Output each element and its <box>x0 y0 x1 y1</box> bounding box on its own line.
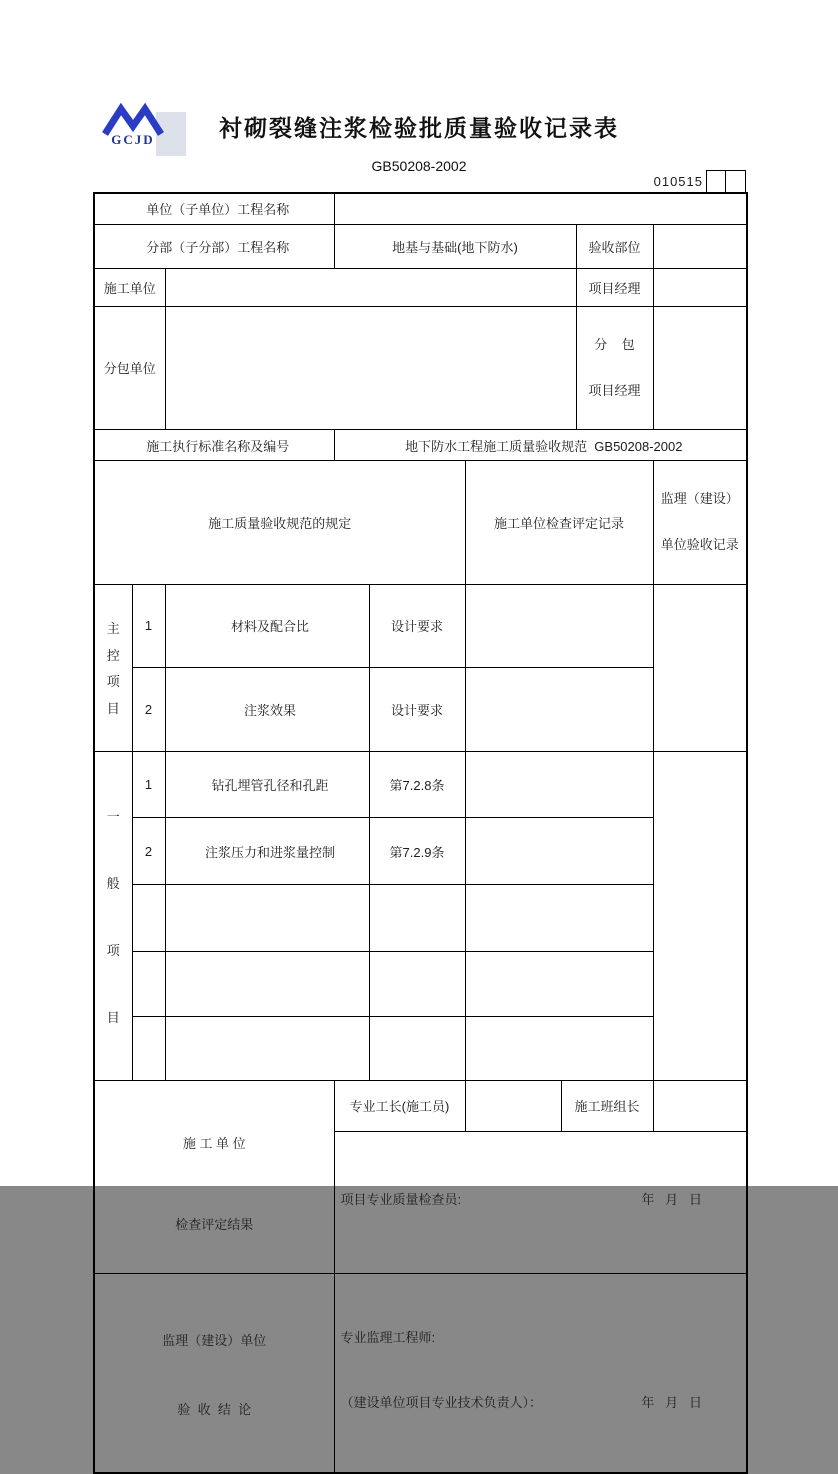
row-unit-project <box>94 193 747 224</box>
item-name: 材料及配合比 <box>165 584 369 668</box>
acceptance-part-label: 验收部位 <box>576 224 653 268</box>
general-item-row-1 <box>94 751 747 818</box>
contractor-unit-label: 施 工 单 位 <box>182 1135 246 1151</box>
unit-project-label: 单位（子单位）工程名称 <box>94 193 334 224</box>
item-name: 注浆效果 <box>165 668 369 752</box>
supervisor-record-header <box>653 461 747 585</box>
unit-project-value <box>334 193 747 224</box>
sub-pm-label-line1: 分 包 <box>594 336 635 352</box>
general-items-group-label <box>94 751 132 1080</box>
item-number <box>132 1017 165 1080</box>
master-supervisor-record-cell <box>653 584 747 751</box>
item-requirement <box>369 1017 465 1080</box>
general-supervisor-record-cell <box>653 751 747 1080</box>
item-record-cell <box>465 1017 653 1080</box>
item-name <box>165 1017 369 1080</box>
row-subcontractor <box>94 306 747 430</box>
item-name <box>165 952 369 1017</box>
code-box-1 <box>706 170 726 192</box>
supervisor-record-header-line2: 单位验收记录 <box>660 537 739 553</box>
item-number <box>132 885 165 952</box>
supervisor-engineer-label: 专业监理工程师: <box>340 1330 436 1345</box>
sub-pm-label-line2: 项目经理 <box>588 382 641 398</box>
supervisor-record-header-line1: 监理（建设） <box>660 491 739 506</box>
row-standard-name <box>94 430 747 461</box>
inspector-label: 项目专业质量检查员: <box>340 1192 462 1208</box>
item-name: 钻孔埋管孔径和孔距 <box>165 751 369 818</box>
item-number <box>132 952 165 1017</box>
general-item-row-4 <box>94 952 747 1017</box>
item-number: 1 <box>132 751 165 818</box>
supervisor-unit-label: 监理（建设）单位 <box>162 1332 267 1348</box>
item-requirement <box>369 885 465 952</box>
general-items-vertical-label: 一 般 项 目 <box>106 808 120 1025</box>
standard-name-label: 施工执行标准名称及编号 <box>94 430 334 461</box>
acceptance-conclusion-label: 验 收 结 论 <box>177 1401 252 1417</box>
item-number: 1 <box>132 584 165 668</box>
row-construction-unit <box>94 268 747 306</box>
inspector-date: 年 月 日 <box>641 1192 703 1208</box>
subcontractor-value <box>165 306 576 430</box>
master-items-vertical-label: 主 控 项 目 <box>106 621 120 716</box>
contractor-section-label-cell <box>94 1080 334 1273</box>
supervisor-date: 年 月 日 <box>641 1395 703 1410</box>
foreman-label: 专业工长(施工员) <box>334 1080 465 1132</box>
form-title: 衬砌裂缝注浆检验批质量验收记录表 <box>219 115 619 141</box>
general-item-row-3 <box>94 885 747 952</box>
general-item-row-2 <box>94 818 747 885</box>
project-manager-value <box>653 268 747 306</box>
supervisor-section-label-cell <box>94 1273 334 1473</box>
item-record-cell <box>465 818 653 885</box>
code-box-2 <box>726 170 746 192</box>
row-items-header <box>94 461 747 585</box>
contractor-record-header: 施工单位检查评定记录 <box>465 461 653 585</box>
form-code-row <box>0 169 746 192</box>
team-leader-value <box>653 1080 747 1132</box>
item-number: 2 <box>132 818 165 885</box>
construction-unit-value <box>165 268 576 306</box>
master-item-row-1 <box>94 584 747 668</box>
check-result-label: 检查评定结果 <box>175 1216 254 1232</box>
item-name <box>165 885 369 952</box>
construction-unit-label: 施工单位 <box>94 268 165 306</box>
item-requirement: 设计要求 <box>369 668 465 752</box>
foreman-value <box>465 1080 561 1132</box>
general-item-row-5 <box>94 1017 747 1080</box>
item-record-cell <box>465 952 653 1017</box>
acceptance-record-table <box>93 192 748 1474</box>
item-requirement <box>369 952 465 1017</box>
team-leader-label: 施工班组长 <box>561 1080 653 1132</box>
item-record-cell <box>465 751 653 818</box>
item-record-cell <box>465 885 653 952</box>
logo-text: GCJD <box>111 132 155 147</box>
item-number: 2 <box>132 668 165 752</box>
tech-head-label: （建设单位项目专业技术负责人）： <box>340 1395 543 1410</box>
master-items-group-label <box>94 584 132 751</box>
item-record-cell <box>465 668 653 752</box>
sub-pm-label <box>576 306 653 430</box>
subdivision-value: 地基与基础(地下防水) <box>334 224 576 268</box>
spec-provision-header: 施工质量验收规范的规定 <box>94 461 465 585</box>
subcontractor-label: 分包单位 <box>94 306 165 430</box>
item-name: 注浆压力和进浆量控制 <box>165 818 369 885</box>
item-requirement: 设计要求 <box>369 584 465 668</box>
item-record-cell <box>465 584 653 668</box>
subdivision-label: 分部（子分部）工程名称 <box>94 224 334 268</box>
sub-pm-value <box>653 306 747 430</box>
form-code: 010515 <box>653 174 703 189</box>
supervisor-signature-cell <box>334 1273 747 1473</box>
item-requirement: 第7.2.8条 <box>369 751 465 818</box>
master-item-row-2 <box>94 668 747 752</box>
supervisor-section-row <box>94 1273 747 1473</box>
standard-subtitle: GB50208-2002 <box>371 158 467 174</box>
item-requirement: 第7.2.9条 <box>369 818 465 885</box>
standard-name-value: 地下防水工程施工质量验收规范 GB50208-2002 <box>334 430 747 461</box>
contractor-section-row-1 <box>94 1080 747 1132</box>
inspector-signature-cell <box>334 1132 747 1273</box>
row-subdivision <box>94 224 747 268</box>
acceptance-part-value <box>653 224 747 268</box>
project-manager-label: 项目经理 <box>576 268 653 306</box>
